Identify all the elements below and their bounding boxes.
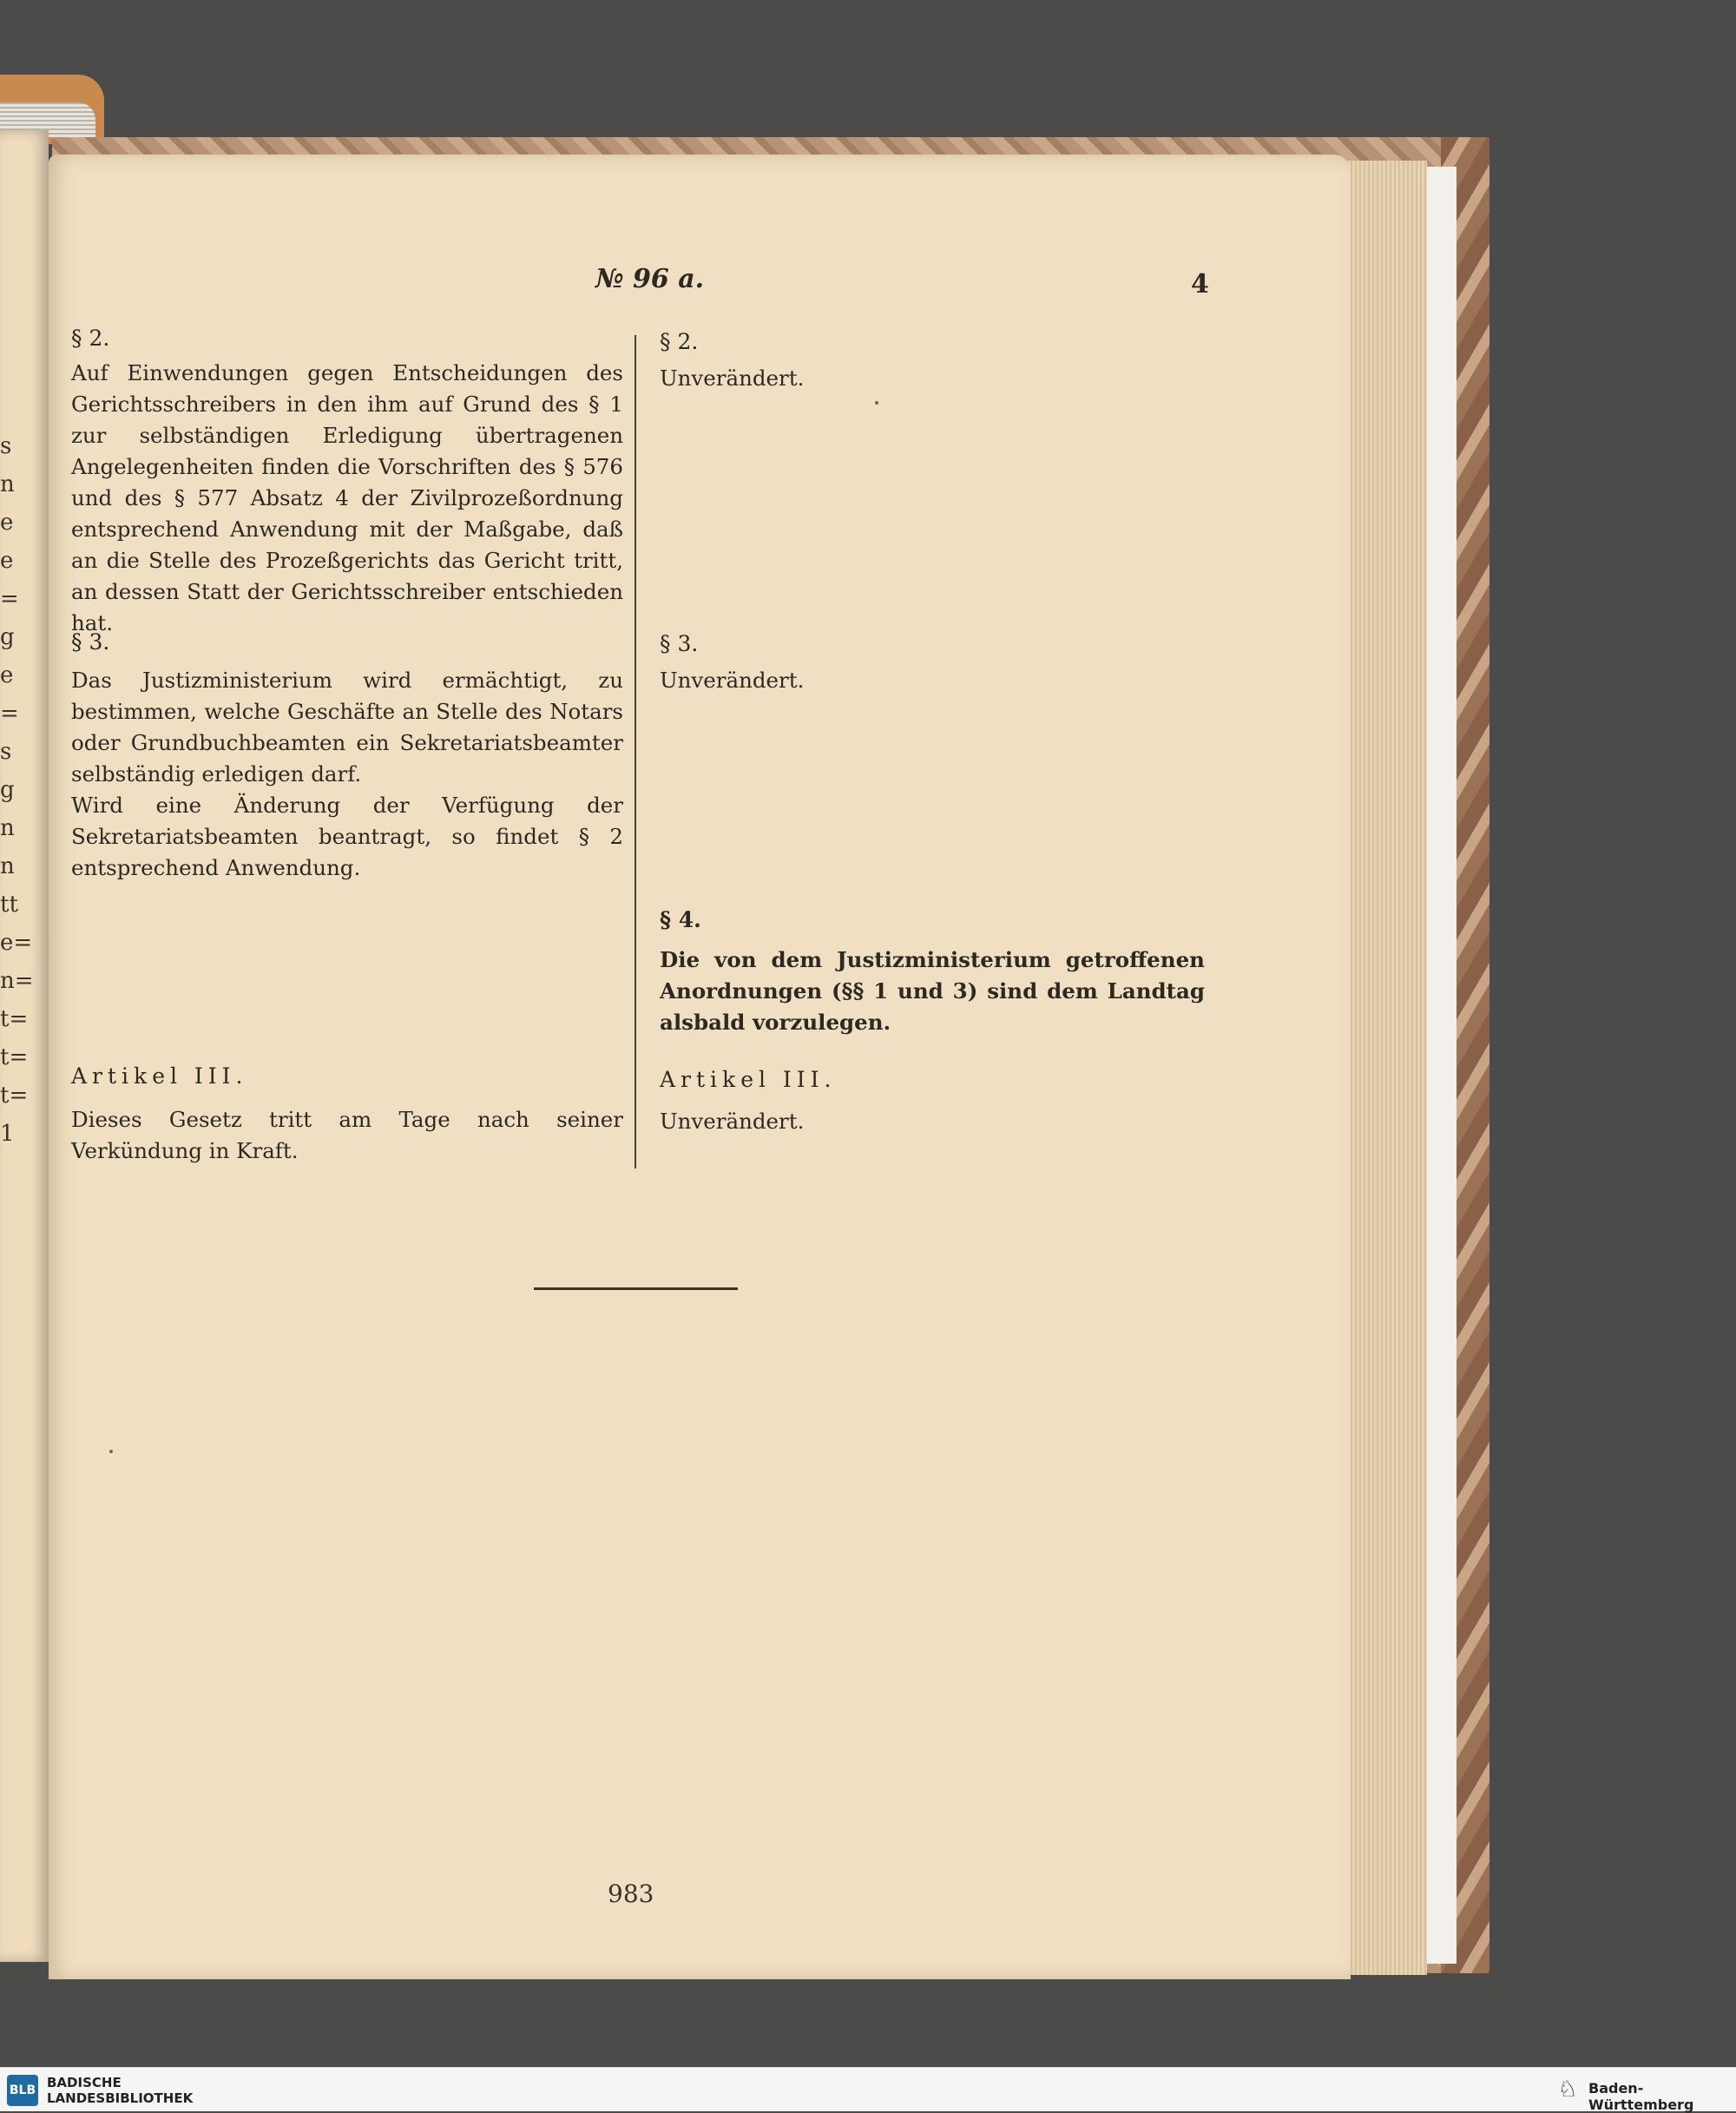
page-stack-edge [1344, 161, 1427, 1975]
page-footer-number: 983 [608, 1879, 654, 1908]
margin-fragment: e= [0, 930, 33, 956]
right-sec4-text: Die von dem Justizministerium getroffenen Anordnungen (§§ 1 und 3) sind dem Landtag alsbald vorzulegen. [660, 947, 1205, 1035]
left-margin-fragments [0, 425, 34, 1151]
state-name[interactable]: Baden-Württemberg [1588, 2080, 1694, 2113]
left-sec3-text-1: Das Justizministerium wird ermächtigt, zu bestimmen, welche Geschäfte an Stelle des Notars oder Grundbuchbeamten ein Sekretariatsbeamter selbständig erledigen darf. [71, 668, 623, 787]
margin-fragment: g [0, 624, 15, 650]
right-column-sec2 [660, 326, 1205, 394]
margin-fragment: e [0, 662, 14, 688]
left-column-art3 [71, 1061, 623, 1167]
right-column-art3 [660, 1064, 1205, 1137]
right-art3-text: Unverändert. [660, 1109, 805, 1134]
header-document-number: № 96 a. [595, 264, 705, 294]
left-sec2-heading: § 2. [71, 326, 110, 351]
left-page-fragment [0, 130, 49, 1962]
right-column-sec4 [660, 905, 1205, 1038]
left-sec2-text: Auf Einwendungen gegen Entscheidungen des Gerichtsschreibers in den ihm auf Grund des § 1 zur selbständigen Erledigung übertragenen Angelegenheiten finden die Vorschriften des § 576 und des § 577 Absatz 4 der Zivilprozeßordnung entsprechend Anwendung mit der Maßgabe, daß an die Stelle des Prozeßgerichts das Gericht tritt, an dessen Statt der Gerichtsschreiber entschieden hat. [71, 360, 623, 635]
margin-fragment: 1 [0, 1121, 15, 1147]
margin-fragment: n [0, 471, 15, 497]
left-column [71, 323, 623, 639]
margin-fragment: n [0, 815, 15, 841]
library-name-line1: BADISCHE [47, 2075, 122, 2090]
margin-fragment: g [0, 777, 15, 803]
right-sec3-heading: § 3. [660, 631, 699, 656]
column-divider [635, 335, 636, 1168]
margin-fragment: t= [0, 1083, 29, 1109]
blb-logo-icon[interactable]: BLB [7, 2075, 38, 2106]
left-sec3-text-2: Wird eine Änderung der Verfügung der Sekretariatsbeamten beantragt, so findet § 2 entsprechend Anwendung. [71, 793, 623, 880]
right-column-sec3 [660, 629, 1205, 696]
right-sec3-text: Unverändert. [660, 668, 805, 693]
right-art3-heading: Artikel III. [660, 1067, 837, 1092]
header-page-number: 4 [1191, 269, 1209, 300]
margin-fragment: t= [0, 1006, 29, 1032]
library-name-line2: LANDESBIBLIOTHEK [47, 2090, 194, 2106]
endpaper-strip [1425, 167, 1457, 1964]
margin-fragment: = [0, 586, 19, 612]
ink-speck [109, 1450, 113, 1453]
margin-fragment: e [0, 548, 14, 574]
left-sec3-heading: § 3. [71, 629, 110, 655]
margin-fragment: n= [0, 968, 34, 994]
library-footer-bar [0, 2067, 1736, 2111]
margin-fragment: s [0, 433, 12, 459]
left-art3-heading: Artikel III. [71, 1063, 248, 1089]
margin-fragment: s [0, 739, 12, 765]
ink-speck [875, 401, 878, 405]
margin-fragment: e [0, 510, 14, 536]
left-art3-text: Dieses Gesetz tritt am Tage nach seiner Verkündung in Kraft. [71, 1107, 623, 1163]
left-column-sec3 [71, 627, 623, 884]
right-sec2-heading: § 2. [660, 329, 699, 354]
right-sec2-text: Unverändert. [660, 365, 805, 391]
end-rule [534, 1287, 738, 1290]
margin-fragment: t= [0, 1044, 29, 1070]
margin-fragment: n [0, 853, 15, 879]
coat-of-arms-icon[interactable]: ♘ [1557, 2077, 1578, 2103]
margin-fragment: = [0, 701, 19, 727]
right-sec4-heading: § 4. [660, 907, 701, 932]
margin-fragment: tt [0, 892, 18, 918]
